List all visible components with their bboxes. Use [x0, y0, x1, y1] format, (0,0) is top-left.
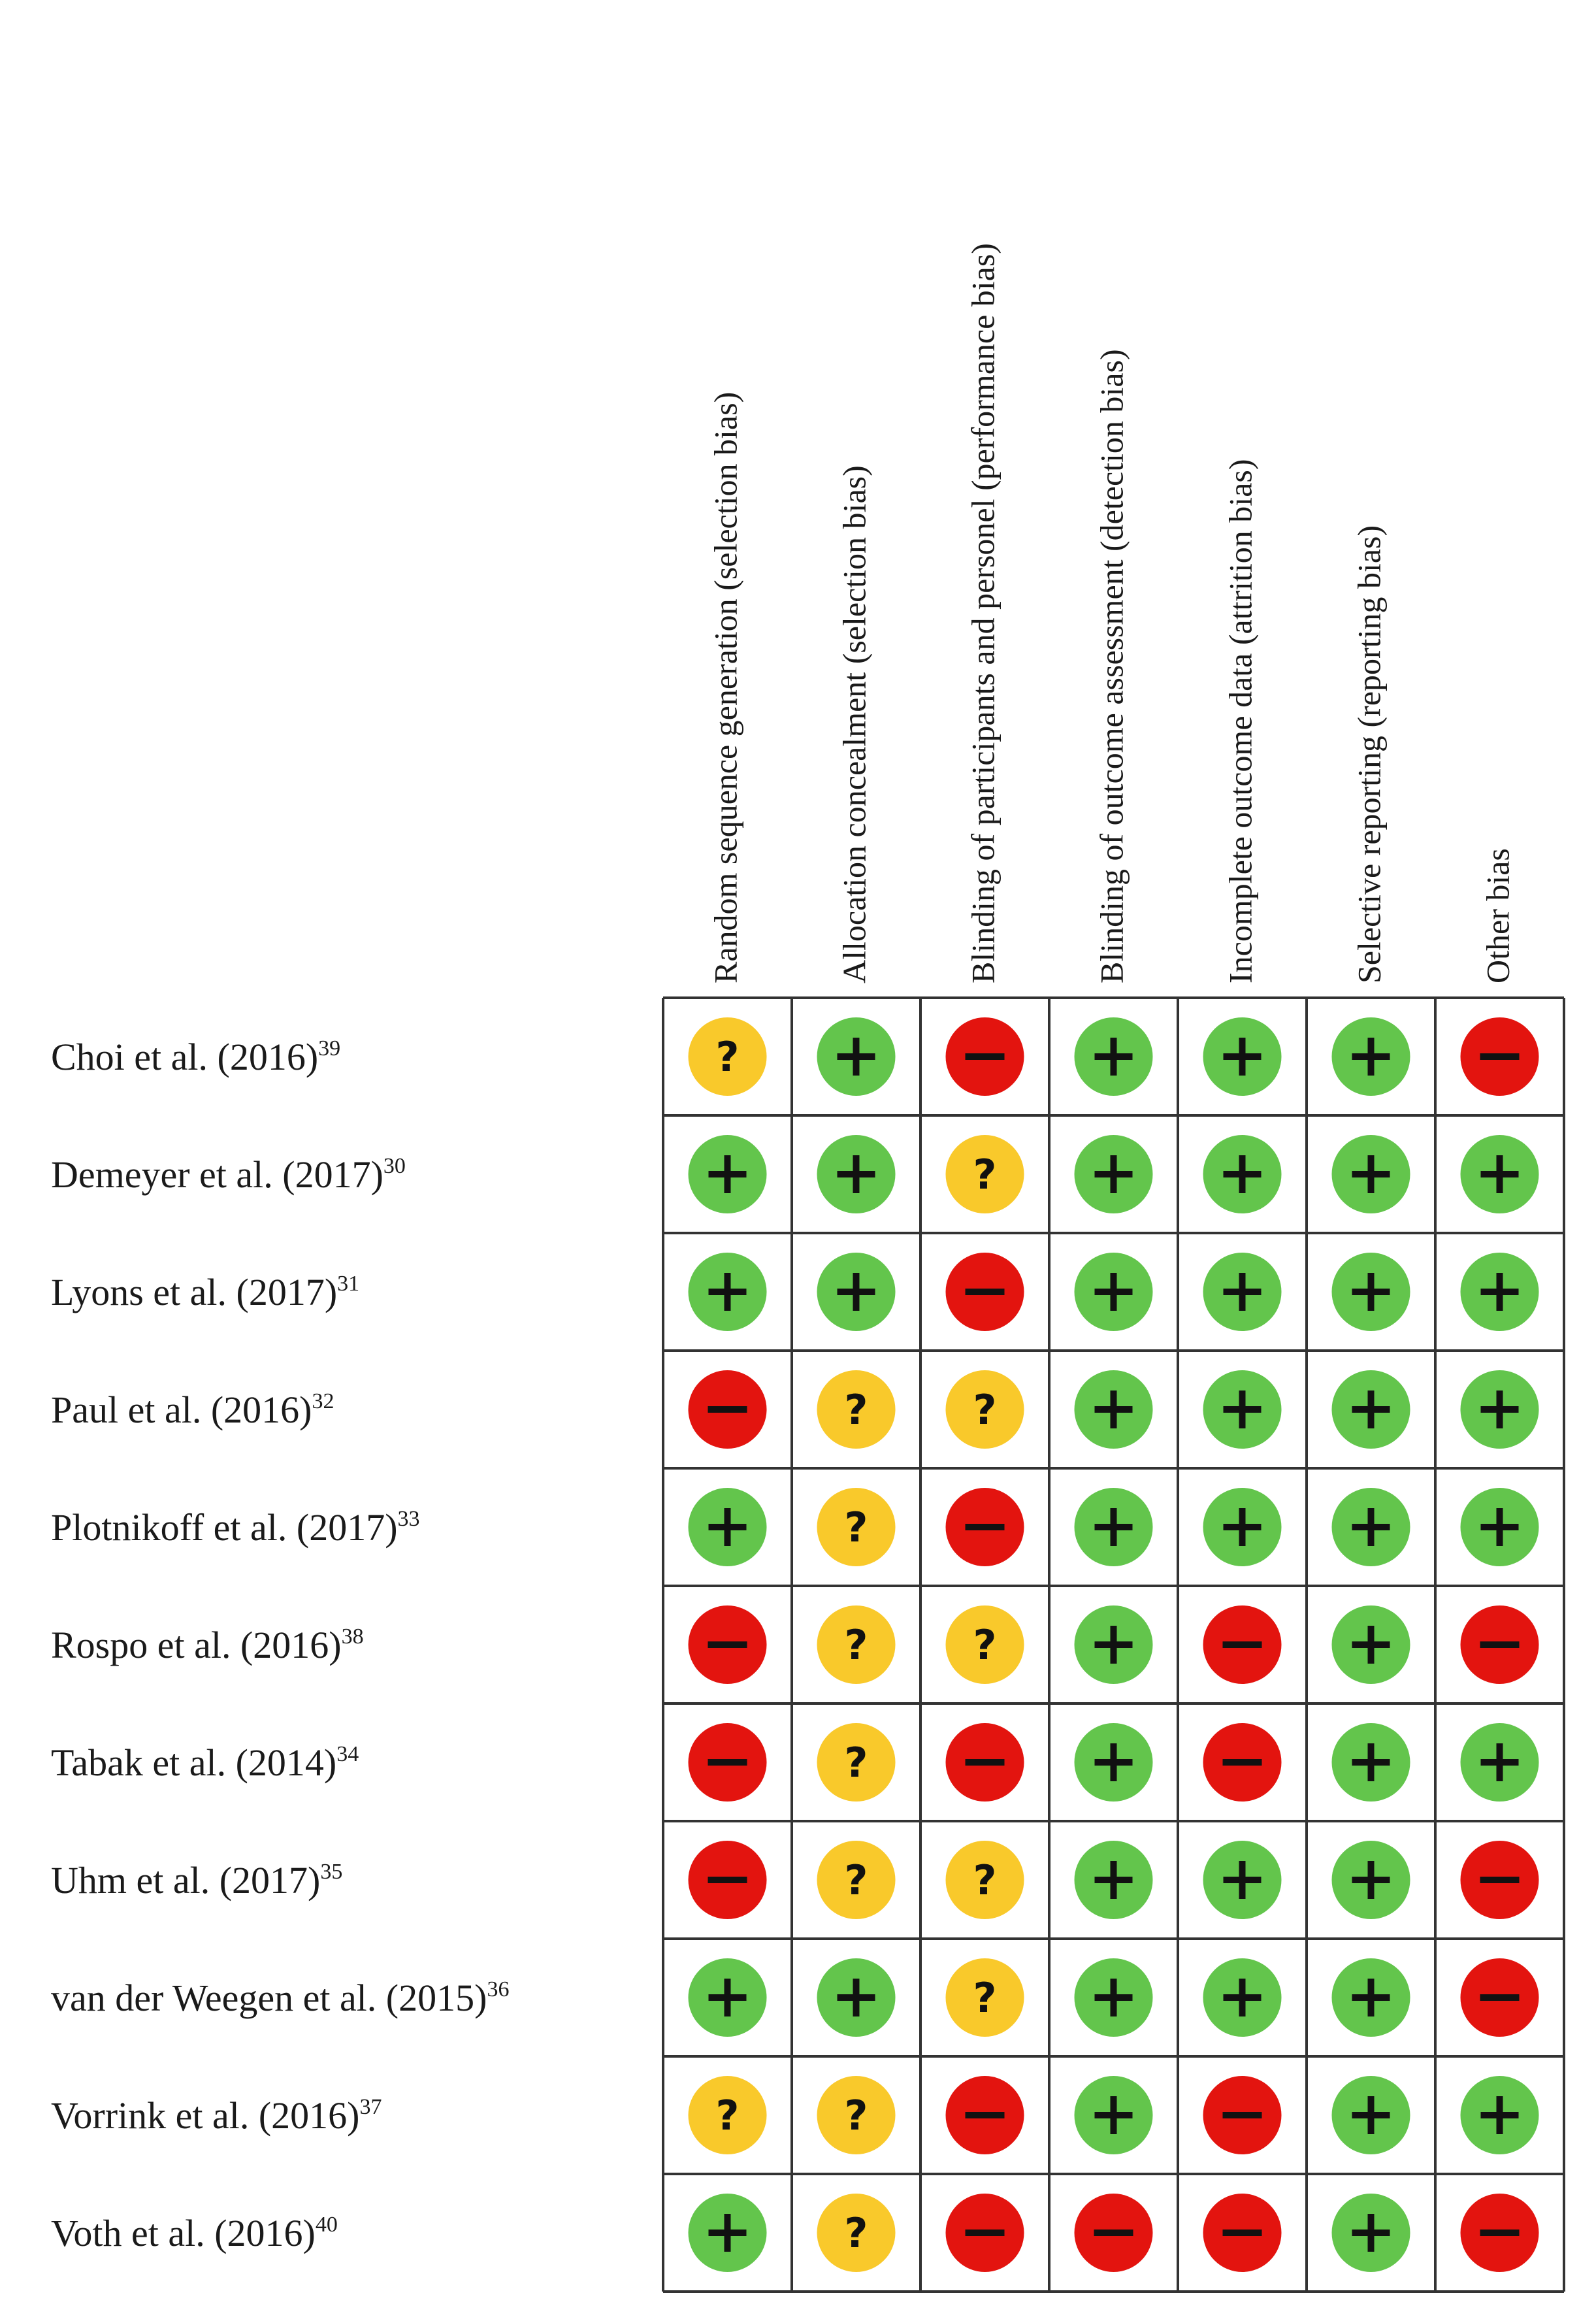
rating-low-risk — [1332, 1841, 1410, 1919]
rating-high-risk — [1461, 1605, 1539, 1684]
rating-low-risk — [1075, 1017, 1153, 1096]
study-name: Uhm et al. (2017) — [51, 1859, 321, 1901]
plus-icon-vertical — [1368, 1508, 1375, 1546]
rating-unclear-risk — [946, 1135, 1024, 1213]
plus-icon-vertical — [1111, 1155, 1117, 1193]
minus-icon — [1480, 1877, 1520, 1883]
rating-unclear-risk — [946, 1370, 1024, 1449]
plus-icon-vertical — [725, 1508, 731, 1546]
plus-icon-vertical — [1111, 1273, 1117, 1311]
rating-low-risk — [689, 1135, 767, 1213]
question-mark-icon: ? — [844, 2092, 868, 2139]
minus-icon — [1094, 2230, 1133, 2236]
plus-icon-vertical — [1111, 1743, 1117, 1781]
rating-low-risk — [1203, 1841, 1282, 1919]
question-mark-icon: ? — [973, 1856, 997, 1904]
study-reference-number: 34 — [336, 1742, 359, 1766]
plus-icon-vertical — [1111, 2096, 1117, 2134]
rating-low-risk — [1332, 1253, 1410, 1331]
plus-icon-vertical — [1239, 1979, 1246, 2016]
plus-icon-vertical — [1239, 1861, 1246, 1899]
rating-high-risk — [946, 2194, 1024, 2272]
study-name: Rospo et al. (2016) — [51, 1624, 342, 1666]
column-headers — [708, 243, 1516, 983]
rating-unclear-risk — [817, 1370, 896, 1449]
rating-low-risk — [689, 1958, 767, 2037]
rating-low-risk — [1332, 1135, 1410, 1213]
study-label — [51, 1271, 359, 1313]
rating-high-risk — [946, 2076, 1024, 2154]
minus-icon — [1223, 1641, 1262, 1648]
rating-low-risk — [1332, 1958, 1410, 2037]
rating-unclear-risk — [817, 1723, 896, 1802]
rating-high-risk — [1203, 1723, 1282, 1802]
study-name: Demeyer et al. (2017) — [51, 1153, 383, 1196]
rating-low-risk — [1461, 1135, 1539, 1213]
plus-icon-vertical — [1111, 1626, 1117, 1664]
rating-low-risk — [1332, 1370, 1410, 1449]
plus-icon-vertical — [1111, 1508, 1117, 1546]
rating-low-risk — [1203, 1017, 1282, 1096]
plus-icon-vertical — [1497, 2096, 1503, 2134]
plus-icon-vertical — [1368, 1979, 1375, 2016]
minus-icon — [1223, 1759, 1262, 1766]
plus-icon-vertical — [1368, 1155, 1375, 1193]
rating-high-risk — [946, 1488, 1024, 1566]
rating-low-risk — [689, 1253, 767, 1331]
study-label — [51, 1153, 406, 1196]
study-label — [51, 1036, 340, 1078]
study-reference-number: 36 — [487, 1977, 510, 2001]
rating-low-risk — [1332, 1605, 1410, 1684]
study-name: Vorrink et al. (2016) — [51, 2094, 360, 2137]
minus-icon — [1480, 1994, 1520, 2001]
question-mark-icon: ? — [844, 1856, 868, 1904]
study-reference-number: 30 — [383, 1154, 406, 1178]
rating-unclear-risk — [817, 2076, 896, 2154]
rating-high-risk — [689, 1370, 767, 1449]
plus-icon-vertical — [1497, 1155, 1503, 1193]
study-label — [51, 2094, 382, 2137]
study-name: Choi et al. (2016) — [51, 1036, 319, 1078]
rating-high-risk — [689, 1841, 767, 1919]
rating-low-risk — [817, 1253, 896, 1331]
minus-icon — [708, 1759, 747, 1766]
rating-low-risk — [1461, 2076, 1539, 2154]
study-reference-number: 39 — [318, 1036, 341, 1061]
minus-icon — [966, 2112, 1005, 2118]
minus-icon — [708, 1406, 747, 1413]
rating-low-risk — [1332, 1017, 1410, 1096]
rating-unclear-risk — [946, 1605, 1024, 1684]
study-reference-number: 38 — [341, 1624, 364, 1649]
rating-high-risk — [1461, 1958, 1539, 2037]
study-name: van der Weegen et al. (2015) — [51, 1977, 487, 2019]
study-name: Tabak et al. (2014) — [51, 1741, 337, 1784]
rating-low-risk — [1203, 1958, 1282, 2037]
rating-high-risk — [946, 1723, 1024, 1802]
rating-low-risk — [1075, 1723, 1153, 1802]
rating-high-risk — [1203, 2076, 1282, 2154]
plus-icon-vertical — [1239, 1155, 1246, 1193]
rating-unclear-risk — [946, 1958, 1024, 2037]
plus-icon-vertical — [1111, 1038, 1117, 1076]
rating-high-risk — [689, 1605, 767, 1684]
plus-icon-vertical — [1497, 1273, 1503, 1311]
question-mark-icon: ? — [973, 1386, 997, 1434]
rating-unclear-risk — [689, 1017, 767, 1096]
minus-icon — [966, 2230, 1005, 2236]
plus-icon-vertical — [1497, 1743, 1503, 1781]
study-reference-number: 32 — [312, 1389, 334, 1413]
question-mark-icon: ? — [844, 1386, 868, 1434]
rating-unclear-risk — [817, 1488, 896, 1566]
rating-unclear-risk — [817, 1841, 896, 1919]
minus-icon — [708, 1641, 747, 1648]
plus-icon-vertical — [1368, 1743, 1375, 1781]
rating-low-risk — [1203, 1488, 1282, 1566]
plus-icon-vertical — [1368, 1391, 1375, 1428]
rating-low-risk — [1075, 1841, 1153, 1919]
rating-low-risk — [1332, 1723, 1410, 1802]
plus-icon-vertical — [1368, 1038, 1375, 1076]
plus-icon-vertical — [1497, 1508, 1503, 1546]
rating-unclear-risk — [689, 2076, 767, 2154]
rating-low-risk — [1203, 1370, 1282, 1449]
rating-low-risk — [1203, 1135, 1282, 1213]
plus-icon-vertical — [853, 1979, 860, 2016]
plus-icon-vertical — [1111, 1979, 1117, 2016]
rating-low-risk — [817, 1135, 896, 1213]
minus-icon — [966, 1053, 1005, 1060]
study-label — [51, 1624, 364, 1666]
rating-low-risk — [689, 2194, 767, 2272]
rating-unclear-risk — [946, 1841, 1024, 1919]
rating-low-risk — [1332, 2076, 1410, 2154]
study-reference-number: 31 — [337, 1272, 360, 1296]
plus-icon-vertical — [1239, 1273, 1246, 1311]
plus-icon-vertical — [1497, 1391, 1503, 1428]
plus-icon-vertical — [1111, 1391, 1117, 1428]
rating-low-risk — [1332, 1488, 1410, 1566]
minus-icon — [966, 1759, 1005, 1766]
minus-icon — [1223, 2112, 1262, 2118]
rating-high-risk — [689, 1723, 767, 1802]
column-header-4: Blinding of outcome assessment (detection bias) — [1093, 349, 1130, 983]
rating-low-risk — [1075, 2076, 1153, 2154]
rating-cells — [689, 1017, 1539, 2272]
question-mark-icon: ? — [973, 1621, 997, 1669]
study-name: Paul et al. (2016) — [51, 1389, 312, 1431]
rating-low-risk — [1075, 1605, 1153, 1684]
study-name: Lyons et al. (2017) — [51, 1271, 338, 1313]
study-label — [51, 1741, 359, 1784]
rating-low-risk — [1203, 1253, 1282, 1331]
study-reference-number: 40 — [315, 2213, 338, 2237]
plus-icon-vertical — [1239, 1508, 1246, 1546]
study-reference-number: 33 — [397, 1507, 420, 1531]
minus-icon — [1223, 2230, 1262, 2236]
minus-icon — [1480, 1641, 1520, 1648]
plus-icon-vertical — [725, 1273, 731, 1311]
minus-icon — [966, 1524, 1005, 1530]
study-reference-number: 37 — [359, 2095, 382, 2119]
plus-icon-vertical — [1368, 1861, 1375, 1899]
rating-low-risk — [1075, 1253, 1153, 1331]
plus-icon-vertical — [1368, 2214, 1375, 2252]
minus-icon — [708, 1877, 747, 1883]
plus-icon-vertical — [1368, 2096, 1375, 2134]
study-label — [51, 2212, 338, 2254]
study-name: Plotnikoff et al. (2017) — [51, 1506, 398, 1549]
question-mark-icon: ? — [973, 1974, 997, 2022]
minus-icon — [1480, 2230, 1520, 2236]
rating-unclear-risk — [817, 1605, 896, 1684]
rating-unclear-risk — [817, 2194, 896, 2272]
plus-icon-vertical — [725, 1155, 731, 1193]
rating-low-risk — [1075, 1958, 1153, 2037]
question-mark-icon: ? — [973, 1151, 997, 1198]
column-header-6: Selective reporting (reporting bias) — [1350, 525, 1388, 983]
study-reference-number: 35 — [320, 1860, 343, 1884]
study-label — [51, 1977, 509, 2019]
rating-low-risk — [689, 1488, 767, 1566]
plus-icon-vertical — [1239, 1038, 1246, 1076]
rating-high-risk — [1461, 1017, 1539, 1096]
plus-icon-vertical — [1111, 1861, 1117, 1899]
rating-low-risk — [1461, 1253, 1539, 1331]
column-header-1: Random sequence generation (selection bias) — [707, 391, 744, 983]
rating-low-risk — [1332, 2194, 1410, 2272]
rating-low-risk — [1461, 1723, 1539, 1802]
plus-icon-vertical — [853, 1038, 860, 1076]
rating-low-risk — [1461, 1488, 1539, 1566]
rating-high-risk — [1203, 2194, 1282, 2272]
rating-low-risk — [817, 1958, 896, 2037]
plus-icon-vertical — [1368, 1626, 1375, 1664]
study-labels — [51, 1036, 509, 2254]
study-label — [51, 1506, 420, 1549]
study-label — [51, 1859, 342, 1901]
rating-low-risk — [1075, 1488, 1153, 1566]
rating-high-risk — [946, 1017, 1024, 1096]
plus-icon-vertical — [725, 1979, 731, 2016]
rating-low-risk — [1075, 1135, 1153, 1213]
plus-icon-vertical — [1239, 1391, 1246, 1428]
question-mark-icon: ? — [844, 1739, 868, 1786]
question-mark-icon: ? — [715, 2092, 740, 2139]
rating-high-risk — [1461, 1841, 1539, 1919]
rating-high-risk — [1203, 1605, 1282, 1684]
column-header-7: Other bias — [1479, 848, 1516, 983]
column-header-3: Blinding of participants and personel (performance bias) — [964, 243, 1002, 983]
study-label — [51, 1389, 334, 1431]
rating-low-risk — [817, 1017, 896, 1096]
plus-icon-vertical — [725, 2214, 731, 2252]
minus-icon — [966, 1289, 1005, 1295]
rating-high-risk — [1461, 2194, 1539, 2272]
question-mark-icon: ? — [844, 1621, 868, 1669]
plus-icon-vertical — [1368, 1273, 1375, 1311]
rating-high-risk — [1075, 2194, 1153, 2272]
column-header-2: Allocation concealment (selection bias) — [836, 465, 873, 983]
minus-icon — [1480, 1053, 1520, 1060]
rating-low-risk — [1461, 1370, 1539, 1449]
plus-icon-vertical — [853, 1155, 860, 1193]
rating-high-risk — [946, 1253, 1024, 1331]
rating-low-risk — [1075, 1370, 1153, 1449]
plus-icon-vertical — [853, 1273, 860, 1311]
question-mark-icon: ? — [844, 2209, 868, 2257]
question-mark-icon: ? — [844, 1504, 868, 1551]
column-header-5: Incomplete outcome data (attrition bias) — [1222, 459, 1259, 983]
question-mark-icon: ? — [715, 1033, 740, 1081]
study-name: Voth et al. (2016) — [51, 2212, 316, 2254]
